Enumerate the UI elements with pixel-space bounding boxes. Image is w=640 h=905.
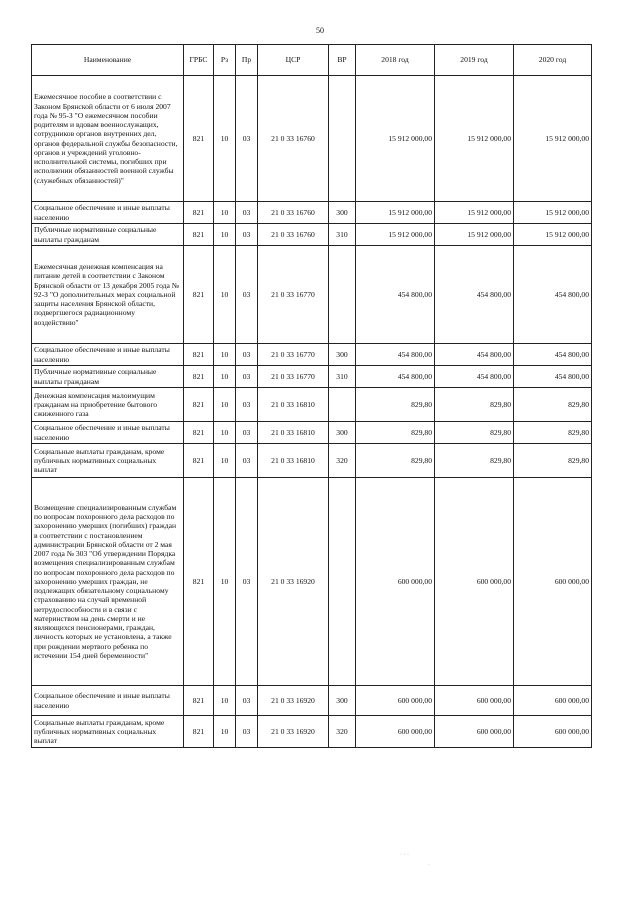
cell-rz: 10 bbox=[214, 366, 236, 388]
cell-pr: 03 bbox=[236, 246, 258, 344]
cell-pr: 03 bbox=[236, 422, 258, 444]
cell-rz: 10 bbox=[214, 246, 236, 344]
table-row bbox=[32, 686, 592, 716]
cell-2019: 600 000,00 bbox=[435, 716, 514, 748]
cell-2020: 15 912 000,00 bbox=[514, 224, 592, 246]
cell-vr: 320 bbox=[329, 444, 356, 478]
cell-csr: 21 0 33 16810 bbox=[258, 388, 329, 422]
col-header-vr: ВР bbox=[329, 45, 356, 76]
table-row bbox=[32, 444, 592, 478]
cell-csr: 21 0 33 16760 bbox=[258, 224, 329, 246]
cell-2019: 829,80 bbox=[435, 422, 514, 444]
cell-vr: 300 bbox=[329, 344, 356, 366]
scan-artifact: · bbox=[428, 862, 430, 868]
table-row bbox=[32, 76, 592, 202]
cell-pr: 03 bbox=[236, 366, 258, 388]
cell-csr: 21 0 33 16760 bbox=[258, 202, 329, 224]
cell-grbs: 821 bbox=[184, 366, 214, 388]
cell-grbs: 821 bbox=[184, 422, 214, 444]
cell-vr: 310 bbox=[329, 366, 356, 388]
col-header-csr: ЦСР bbox=[258, 45, 329, 76]
cell-2019: 454 800,00 bbox=[435, 366, 514, 388]
table-row bbox=[32, 478, 592, 686]
cell-pr: 03 bbox=[236, 344, 258, 366]
col-header-pr: Пр bbox=[236, 45, 258, 76]
cell-2020: 829,80 bbox=[514, 444, 592, 478]
cell-rz: 10 bbox=[214, 716, 236, 748]
cell-2018: 600 000,00 bbox=[356, 686, 435, 716]
cell-name: Социальное обеспечение и иные выплаты населению bbox=[32, 202, 184, 224]
cell-rz: 10 bbox=[214, 202, 236, 224]
cell-grbs: 821 bbox=[184, 388, 214, 422]
table-row bbox=[32, 388, 592, 422]
cell-csr: 21 0 33 16920 bbox=[258, 478, 329, 686]
cell-csr: 21 0 33 16770 bbox=[258, 366, 329, 388]
cell-grbs: 821 bbox=[184, 444, 214, 478]
table-row bbox=[32, 344, 592, 366]
cell-name: Социальные выплаты гражданам, кроме публичных нормативных социальных выплат bbox=[32, 444, 184, 478]
cell-name: Социальное обеспечение и иные выплаты населению bbox=[32, 344, 184, 366]
cell-2019: 600 000,00 bbox=[435, 478, 514, 686]
cell-name: Социальное обеспечение и иные выплаты населению bbox=[32, 422, 184, 444]
cell-name: Денежная компенсация малоимущим гражданам на приобретение бытового сжиженного газа bbox=[32, 388, 184, 422]
cell-vr bbox=[329, 76, 356, 202]
cell-pr: 03 bbox=[236, 202, 258, 224]
cell-2018: 454 800,00 bbox=[356, 246, 435, 344]
cell-csr: 21 0 33 16770 bbox=[258, 246, 329, 344]
cell-2019: 829,80 bbox=[435, 388, 514, 422]
cell-2018: 600 000,00 bbox=[356, 716, 435, 748]
col-header-2019: 2019 год bbox=[435, 45, 514, 76]
cell-rz: 10 bbox=[214, 422, 236, 444]
cell-2020: 600 000,00 bbox=[514, 716, 592, 748]
cell-rz: 10 bbox=[214, 76, 236, 202]
scan-artifact: · · · bbox=[400, 852, 409, 858]
cell-csr: 21 0 33 16810 bbox=[258, 444, 329, 478]
cell-2018: 15 912 000,00 bbox=[356, 224, 435, 246]
cell-vr bbox=[329, 388, 356, 422]
cell-rz: 10 bbox=[214, 388, 236, 422]
table-row bbox=[32, 246, 592, 344]
cell-rz: 10 bbox=[214, 478, 236, 686]
cell-pr: 03 bbox=[236, 76, 258, 202]
page-number: 50 bbox=[316, 26, 324, 35]
cell-grbs: 821 bbox=[184, 716, 214, 748]
cell-grbs: 821 bbox=[184, 686, 214, 716]
cell-name: Публичные нормативные социальные выплаты гражданам bbox=[32, 224, 184, 246]
cell-rz: 10 bbox=[214, 686, 236, 716]
cell-name: Ежемесячное пособие в соответствии с Законом Брянской области от 6 июля 2007 года № 95-З "О ежемесячном пособии родителям и вдовам военнослужащих, сотрудников органов внутренних дел, органов федеральной службы безопасности, органов и учреждений уголовно-исполнительной системы, погибших при исполнении обязанностей военной службы (служебных обязанностей)" bbox=[32, 76, 184, 202]
cell-2018: 454 800,00 bbox=[356, 344, 435, 366]
cell-vr: 300 bbox=[329, 422, 356, 444]
cell-vr: 300 bbox=[329, 686, 356, 716]
cell-2019: 15 912 000,00 bbox=[435, 202, 514, 224]
cell-vr bbox=[329, 478, 356, 686]
cell-2018: 600 000,00 bbox=[356, 478, 435, 686]
table-row bbox=[32, 202, 592, 224]
table-row bbox=[32, 716, 592, 748]
cell-2018: 829,80 bbox=[356, 422, 435, 444]
cell-pr: 03 bbox=[236, 686, 258, 716]
cell-vr: 320 bbox=[329, 716, 356, 748]
cell-2018: 829,80 bbox=[356, 444, 435, 478]
cell-grbs: 821 bbox=[184, 76, 214, 202]
cell-csr: 21 0 33 16770 bbox=[258, 344, 329, 366]
cell-rz: 10 bbox=[214, 444, 236, 478]
table-row bbox=[32, 422, 592, 444]
col-header-name: Наименование bbox=[32, 45, 184, 76]
cell-2019: 600 000,00 bbox=[435, 686, 514, 716]
cell-2020: 600 000,00 bbox=[514, 478, 592, 686]
cell-rz: 10 bbox=[214, 344, 236, 366]
cell-csr: 21 0 33 16760 bbox=[258, 76, 329, 202]
cell-2018: 15 912 000,00 bbox=[356, 76, 435, 202]
cell-rz: 10 bbox=[214, 224, 236, 246]
cell-grbs: 821 bbox=[184, 202, 214, 224]
table-header-row bbox=[32, 45, 592, 76]
cell-2018: 15 912 000,00 bbox=[356, 202, 435, 224]
cell-name: Социальное обеспечение и иные выплаты населению bbox=[32, 686, 184, 716]
cell-2019: 829,80 bbox=[435, 444, 514, 478]
cell-2020: 600 000,00 bbox=[514, 686, 592, 716]
cell-grbs: 821 bbox=[184, 344, 214, 366]
cell-2018: 829,80 bbox=[356, 388, 435, 422]
table-row bbox=[32, 366, 592, 388]
cell-2020: 454 800,00 bbox=[514, 344, 592, 366]
cell-2020: 829,80 bbox=[514, 422, 592, 444]
cell-2020: 454 800,00 bbox=[514, 246, 592, 344]
cell-vr: 300 bbox=[329, 202, 356, 224]
col-header-grbs: ГРБС bbox=[184, 45, 214, 76]
cell-vr: 310 bbox=[329, 224, 356, 246]
col-header-rz: Рз bbox=[214, 45, 236, 76]
cell-pr: 03 bbox=[236, 444, 258, 478]
cell-vr bbox=[329, 246, 356, 344]
cell-pr: 03 bbox=[236, 478, 258, 686]
cell-csr: 21 0 33 16920 bbox=[258, 716, 329, 748]
cell-pr: 03 bbox=[236, 388, 258, 422]
cell-2020: 15 912 000,00 bbox=[514, 202, 592, 224]
cell-grbs: 821 bbox=[184, 224, 214, 246]
cell-name: Возмещение специализированным службам по вопросам похоронного дела расходов по захоронению умерших (погибших) граждан в соответствии с постановлением администрации Брянской области от 2 мая 2007 года № 303 "Об утверждении Порядка возмещения специализированным службам по вопросам похоронного дела расходов по захоронению умерших граждан, не подлежащих обязательному социальному страхованию на случай временной нетрудоспособности и в связи с материнством на день смерти и не являющихся пенсионерами, граждан, личность которых не установлена, а также при рождении мертвого ребенка по истечении 154 дней беременности" bbox=[32, 478, 184, 686]
cell-2019: 454 800,00 bbox=[435, 246, 514, 344]
cell-grbs: 821 bbox=[184, 246, 214, 344]
cell-csr: 21 0 33 16810 bbox=[258, 422, 329, 444]
budget-table bbox=[31, 44, 592, 748]
cell-pr: 03 bbox=[236, 716, 258, 748]
cell-name: Ежемесячная денежная компенсация на питание детей в соответствии с Законом Брянской области от 13 декабря 2005 года № 92-З "О дополнительных мерах социальной защиты населения Брянской области, подвергшегося радиационному воздействию" bbox=[32, 246, 184, 344]
table-row bbox=[32, 224, 592, 246]
cell-2020: 829,80 bbox=[514, 388, 592, 422]
cell-2020: 15 912 000,00 bbox=[514, 76, 592, 202]
cell-pr: 03 bbox=[236, 224, 258, 246]
cell-2018: 454 800,00 bbox=[356, 366, 435, 388]
cell-name: Социальные выплаты гражданам, кроме публичных нормативных социальных выплат bbox=[32, 716, 184, 748]
cell-2020: 454 800,00 bbox=[514, 366, 592, 388]
cell-grbs: 821 bbox=[184, 478, 214, 686]
col-header-2018: 2018 год bbox=[356, 45, 435, 76]
cell-2019: 454 800,00 bbox=[435, 344, 514, 366]
col-header-2020: 2020 год bbox=[514, 45, 592, 76]
cell-2019: 15 912 000,00 bbox=[435, 76, 514, 202]
cell-name: Публичные нормативные социальные выплаты гражданам bbox=[32, 366, 184, 388]
cell-2019: 15 912 000,00 bbox=[435, 224, 514, 246]
cell-csr: 21 0 33 16920 bbox=[258, 686, 329, 716]
